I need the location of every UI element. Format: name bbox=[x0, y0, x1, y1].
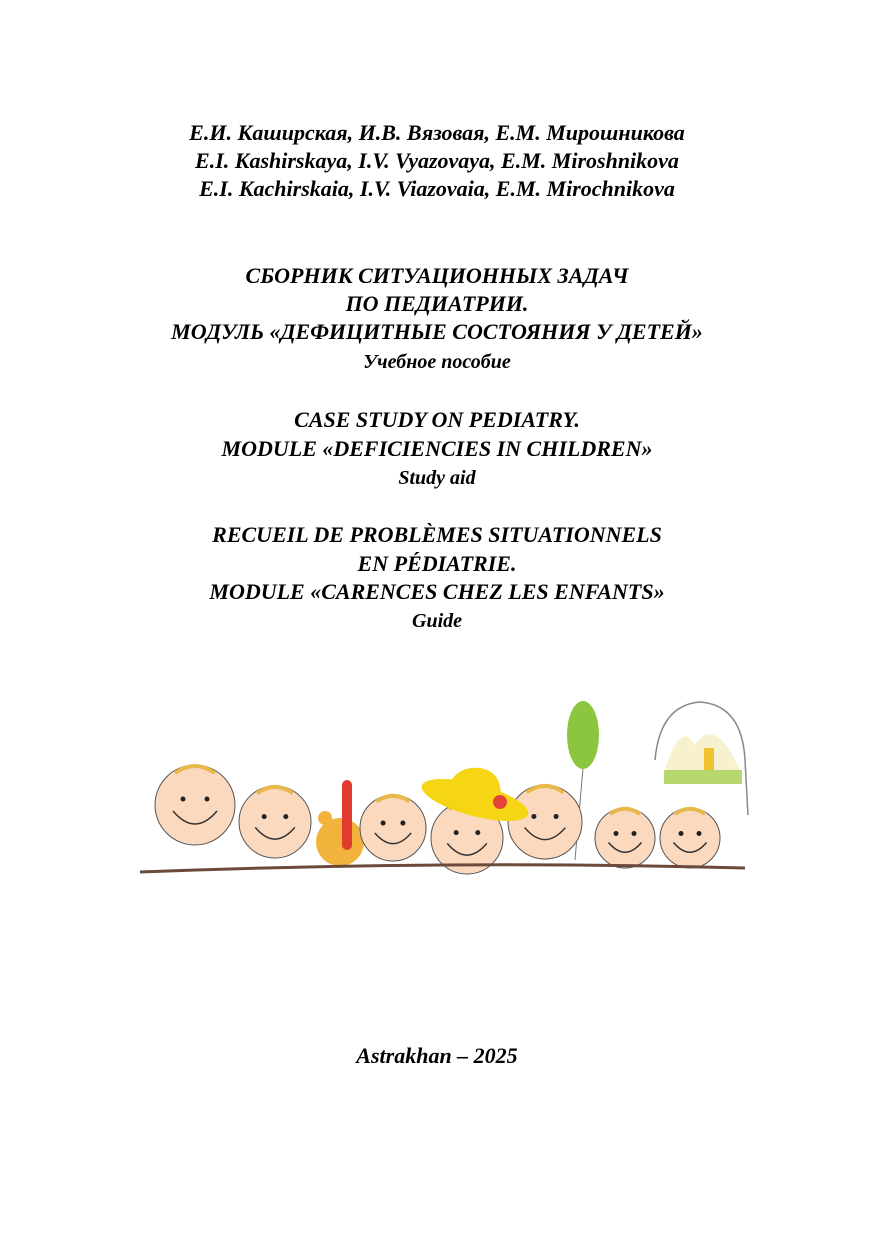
title-ru-type: Учебное пособие bbox=[363, 351, 511, 373]
title-en-type: Study aid bbox=[398, 467, 476, 489]
authors-fr: E.I. Kachirskaia, I.V. Viazovaia, E.M. Mirochnikova bbox=[199, 176, 675, 201]
title-en-line: CASE STUDY ON PEDIATRY. bbox=[294, 407, 580, 432]
child-face bbox=[155, 765, 235, 845]
title-ru-line: ПО ПЕДИАТРИИ. bbox=[345, 291, 529, 316]
title-ru-line: СБОРНИК СИТУАЦИОННЫХ ЗАДАЧ bbox=[245, 263, 629, 288]
child-face bbox=[595, 808, 655, 868]
imprint: Astrakhan – 2025 bbox=[356, 1043, 518, 1068]
title-fr-line: RECUEIL DE PROBLÈMES SITUATIONNELS bbox=[212, 522, 662, 547]
authors-ru: Е.И. Каширская, И.В. Вязовая, Е.М. Мирошникова bbox=[189, 120, 685, 145]
child-face bbox=[508, 785, 582, 859]
title-en-line: MODULE «DEFICIENCIES IN CHILDREN» bbox=[221, 436, 653, 461]
title-fr-line: EN PÉDIATRIE. bbox=[357, 551, 517, 576]
authors-en: E.I. Kashirskaya, I.V. Vyazovaya, E.M. Miroshnikova bbox=[195, 148, 679, 173]
title-fr-type: Guide bbox=[412, 610, 462, 632]
title-fr-line: MODULE «CARENCES CHEZ LES ENFANTS» bbox=[209, 579, 665, 604]
child-face bbox=[360, 795, 426, 861]
child-face bbox=[660, 808, 720, 868]
child-face bbox=[239, 786, 311, 858]
title-ru-line: МОДУЛЬ «ДЕФИЦИТНЫЕ СОСТОЯНИЯ У ДЕТЕЙ» bbox=[171, 319, 703, 344]
